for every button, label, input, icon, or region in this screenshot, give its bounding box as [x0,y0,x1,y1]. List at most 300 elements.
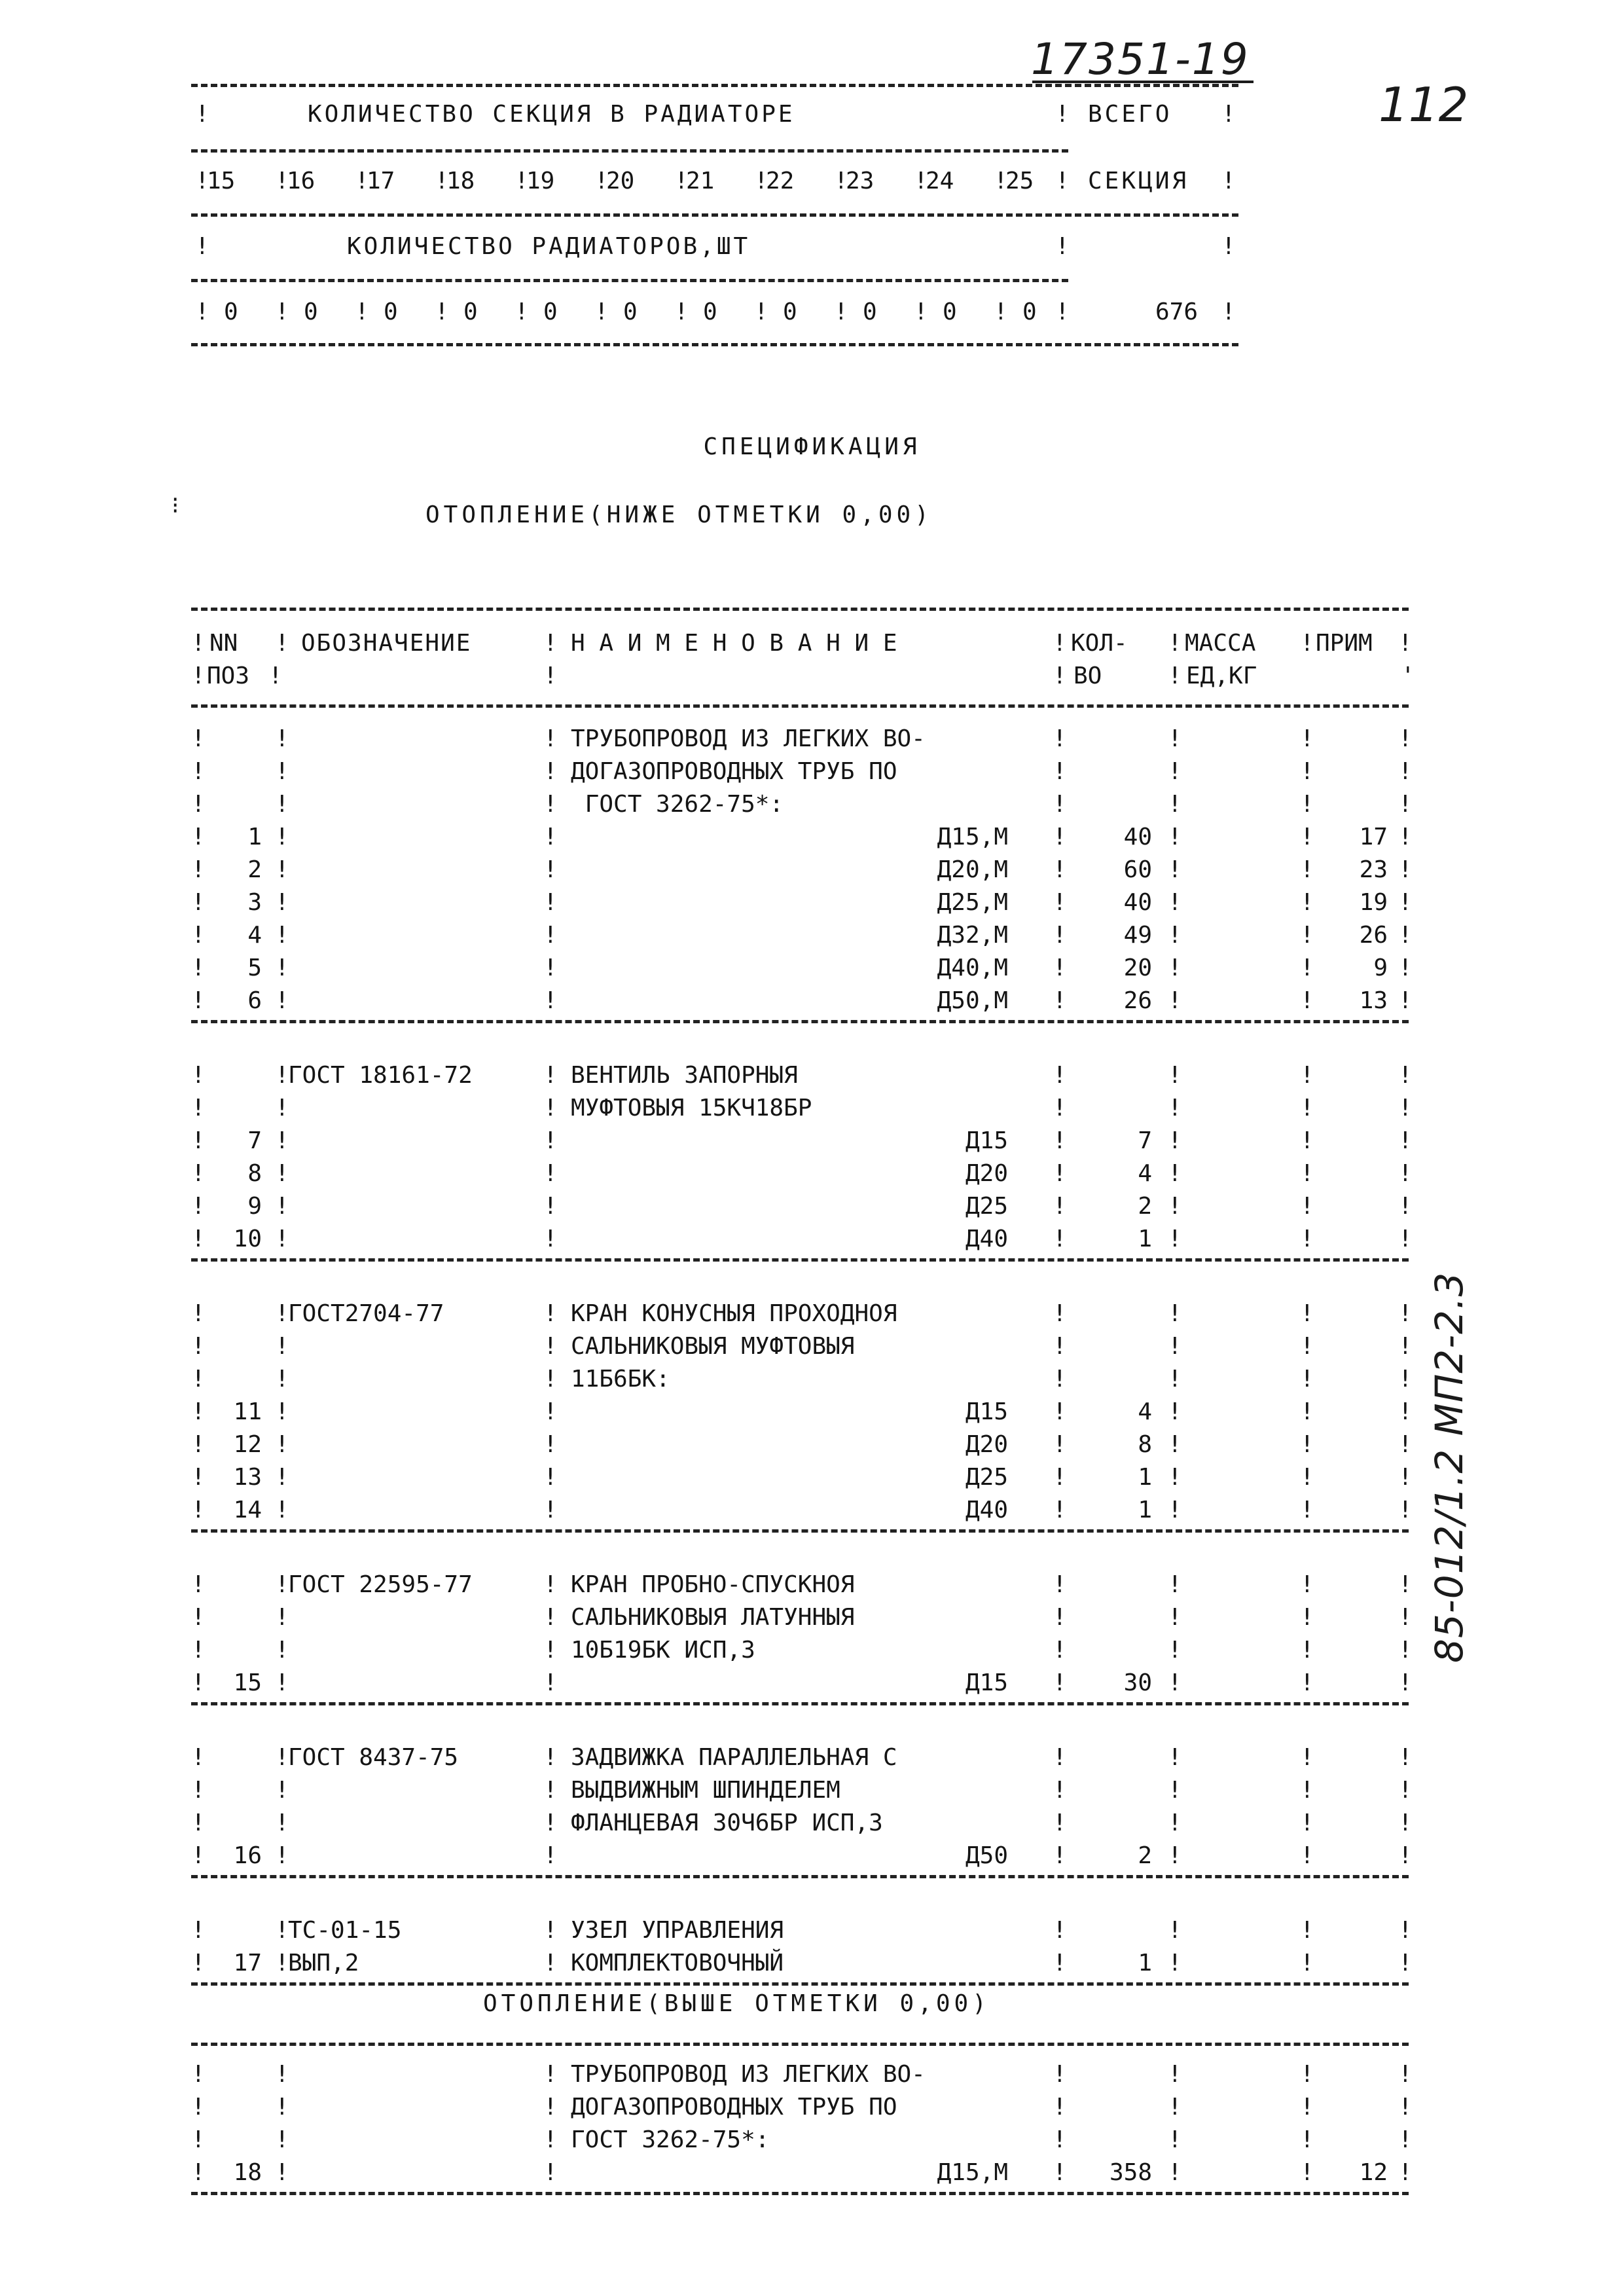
spec-qty-cell: 358 [1109,2159,1152,2186]
radiator-count-value: 0 [463,299,478,325]
spec-code-cell: ГОСТ 8437-75 [288,1744,459,1771]
separator: ! [1398,1744,1413,1771]
separator: ! [543,1744,558,1771]
separator: ! [1300,1431,1314,1458]
section-count-header: 25 [1005,168,1034,194]
separator: ! [1398,1398,1413,1425]
separator: ! [275,1571,289,1598]
separator: ! [191,824,206,850]
spec-note-cell: 9 [1373,955,1388,981]
spec-size-cell: Д20 [965,1431,1008,1458]
separator: ! [191,1464,206,1491]
separator: ! [1168,1193,1182,1220]
separator: ! [1398,1095,1413,1121]
separator: ! [1168,856,1182,883]
rule [191,279,1068,282]
spec-pos-cell: 4 [247,922,262,949]
rule [191,704,1409,708]
separator: ! [834,168,848,194]
separator: ! [594,168,609,194]
spec-qty-cell: 49 [1123,922,1152,949]
separator: ! [1168,1300,1182,1327]
spec-pos-cell: 12 [233,1431,262,1458]
separator: ! [1168,1842,1182,1869]
separator: ! [1053,1127,1067,1154]
spec-qty-cell: 20 [1123,955,1152,981]
separator: ! [1398,1193,1413,1220]
separator: ! [543,1062,558,1089]
separator: ! [191,922,206,949]
separator: ! [1398,1669,1413,1696]
spec-note-cell: 12 [1359,2159,1388,2186]
spec-note-cell: 26 [1359,922,1388,949]
separator: ! [1300,1637,1314,1664]
spec-pos-cell: 17 [233,1950,262,1976]
rule [191,608,1409,611]
separator: ! [275,168,289,194]
separator: ! [191,2126,206,2153]
spec-title: СПЕЦИФИКАЦИЯ [703,433,921,460]
separator: ! [435,168,449,194]
separator: ! [1300,1333,1314,1360]
separator: ! [1168,758,1182,785]
separator: ! [1398,725,1413,752]
separator: ! [275,1193,289,1220]
separator: ! [1168,1464,1182,1491]
separator: ! [1398,1637,1413,1664]
separator: ! [1053,1604,1067,1631]
separator: ! [543,791,558,818]
spec-pos-cell: 18 [233,2159,262,2186]
separator: ! [1168,1950,1182,1976]
separator: ! [1398,1604,1413,1631]
radiator-count-value: 0 [783,299,797,325]
separator: ! [191,1950,206,1976]
separator: ! [1055,233,1070,260]
separator: ! [1053,1810,1067,1836]
separator: ! [514,299,529,325]
radiator-count-value: 0 [384,299,398,325]
separator: ! [1053,1062,1067,1089]
separator: ! [1300,1669,1314,1696]
separator: ! [543,1464,558,1491]
separator: ! [1053,1366,1067,1393]
spec-size-cell: Д20,М [937,856,1008,883]
rule [191,1702,1409,1705]
spec-name-cell: ТРУБОПРОВОД ИЗ ЛЕГКИХ ВО- [571,2061,926,2088]
separator: ! [275,791,289,818]
spec-name-cell: ДОГАЗОПРОВОДНЫХ ТРУБ ПО [571,2094,897,2121]
section-count-header: 17 [367,168,395,194]
separator: ! [1398,1062,1413,1089]
separator: ! [275,1810,289,1836]
separator: ! [594,299,609,325]
spec-pos-cell: 3 [247,889,262,916]
separator: ! [1053,2061,1067,2088]
separator: ! [1053,725,1067,752]
separator: ! [191,1062,206,1089]
separator: ! [543,1777,558,1804]
separator: ! [275,1464,289,1491]
separator: ! [1053,1637,1067,1664]
spec-size-cell: Д15 [965,1398,1008,1425]
section-count-header: 16 [287,168,316,194]
separator: ! [195,168,209,194]
separator: ! [275,824,289,850]
total-header-top: ВСЕГО [1088,101,1172,128]
spec-name-cell: ТРУБОПРОВОД ИЗ ЛЕГКИХ ВО- [571,725,926,752]
spec-pos-cell: 1 [247,824,262,850]
spec-name-cell: УЗЕЛ УПРАВЛЕНИЯ [571,1917,784,1944]
separator: ! [914,168,928,194]
spec-pos-cell: 14 [233,1497,262,1523]
spec-size-cell: Д20 [965,1160,1008,1187]
separator: ! [191,889,206,916]
spec-name-cell: 10Б19БК ИСП,3 [571,1637,755,1664]
separator: ! [1398,922,1413,949]
spec-pos-cell: 16 [233,1842,262,1869]
separator: ! [543,725,558,752]
separator: ! [195,299,209,325]
separator: ! [1168,1669,1182,1696]
spec-size-cell: Д15,М [937,2159,1008,2186]
separator: ! [275,1160,289,1187]
separator: ! [191,1431,206,1458]
section-count-header: 24 [926,168,954,194]
spec-pos-cell: 11 [233,1398,262,1425]
separator: ! [1300,955,1314,981]
separator: ! [543,1300,558,1327]
radiator-count-value: 0 [543,299,558,325]
rule [191,1875,1409,1878]
separator: ! [191,1669,206,1696]
spec-name-cell: САЛЬНИКОВЫЯ ЛАТУННЫЯ [571,1604,855,1631]
spec-code-cell: ТС-01-15 [288,1917,402,1944]
radiator-count-value: 0 [224,299,238,325]
separator: ! [1053,922,1067,949]
separator: ! [543,1431,558,1458]
separator: ! [1398,1333,1413,1360]
spec-size-cell: Д15 [965,1127,1008,1154]
separator: ! [1168,1127,1182,1154]
separator: ! [275,1497,289,1523]
handwritten-document-number: 17351-19 [1031,34,1250,84]
separator: ! [191,856,206,883]
spec-qty-cell: 30 [1123,1669,1152,1696]
separator: ! [195,101,209,128]
separator: ! [1300,1810,1314,1836]
total-header-bottom: СЕКЦИЯ [1088,168,1189,194]
spec-size-cell: Д50,М [937,987,1008,1014]
separator: ! [1398,1950,1413,1976]
header-code: ОБОЗНАЧЕНИЕ [301,630,472,657]
spec-size-cell: Д25 [965,1193,1008,1220]
separator: ! [191,1744,206,1771]
separator: ! [191,2159,206,2186]
separator: ! [1300,1366,1314,1393]
separator: ! [1398,2159,1413,2186]
separator: ! [543,2094,558,2121]
separator: ! [1398,824,1413,850]
separator: ! [1300,1604,1314,1631]
radiator-count-value: 0 [304,299,318,325]
separator: ! [1300,922,1314,949]
spec-name-cell: ВЕНТИЛЬ ЗАПОРНЫЯ [571,1062,798,1089]
separator: ! [1053,1431,1067,1458]
section-count-header: 18 [446,168,475,194]
separator: ! [1168,2094,1182,2121]
separator: ! [994,299,1008,325]
separator: ! [1168,1398,1182,1425]
separator: ! [275,299,289,325]
separator: ! [1053,856,1067,883]
separator: ! [275,1744,289,1771]
separator: ! [191,2061,206,2088]
separator: ! [1168,1333,1182,1360]
spec-note-cell: 17 [1359,824,1388,850]
separator: ! [275,1669,289,1696]
separator: ! [275,856,289,883]
separator: ! [1168,725,1182,752]
separator: ! [275,1226,289,1252]
separator: ! [191,1604,206,1631]
separator: ! [1168,1917,1182,1944]
separator: ! [275,1950,289,1976]
rule [191,2192,1409,2195]
separator: ! [543,1669,558,1696]
separator: ! [1221,168,1236,194]
separator: ! [543,1950,558,1976]
header-mass: МАССА [1185,630,1256,657]
spec-qty-cell: 40 [1123,889,1152,916]
side-document-code: 85-012/1.2 МП2-2.3 [1427,1271,1471,1663]
separator: ! [543,1160,558,1187]
spec-qty-cell: 4 [1138,1398,1152,1425]
separator: ! [275,1842,289,1869]
header-qty: КОЛ- [1071,630,1128,657]
separator: ! [1053,1300,1067,1327]
separator: ! [1168,1497,1182,1523]
separator: ! [1053,1571,1067,1598]
radiator-total-value: 676 [1155,299,1198,325]
separator: ! [275,1333,289,1360]
separator: ! [1168,1604,1182,1631]
spec-size-cell: Д25 [965,1464,1008,1491]
separator: ! [1168,1810,1182,1836]
rule [191,149,1068,153]
separator: ! [1300,725,1314,752]
separator: ! [191,1095,206,1121]
separator: ! [1053,1497,1067,1523]
section1-title: ОТОПЛЕНИЕ(НИЖЕ ОТМЕТКИ 0,00) [425,501,933,528]
separator: ! [1168,987,1182,1014]
separator: ! [543,1810,558,1836]
separator: ! [1168,2061,1182,2088]
separator: ! [1053,2159,1067,2186]
spec-name-cell: МУФТОВЫЯ 15КЧ18БР [571,1095,812,1121]
separator: ! [275,1777,289,1804]
separator: ! [191,1160,206,1187]
separator: ! [275,1917,289,1944]
separator: ! [1221,299,1236,325]
spec-name-cell: ВЫДВИЖНЫМ ШПИНДЕЛЕМ [571,1777,840,1804]
separator: ! [191,1333,206,1360]
spec-pos-cell: 10 [233,1226,262,1252]
separator: ! [543,987,558,1014]
rule [191,1529,1409,1533]
separator: ! [1300,1062,1314,1089]
separator: ! [1168,955,1182,981]
separator: ! [1300,1571,1314,1598]
separator: ! [275,758,289,785]
separator: ! [1398,889,1413,916]
separator: ! [543,889,558,916]
separator: ! [1221,233,1236,260]
spec-qty-cell: 2 [1138,1193,1152,1220]
radiator-count-value: 0 [1022,299,1037,325]
rule [191,84,1238,87]
separator: ! [1398,987,1413,1014]
separator: ! [191,1571,206,1598]
separator: ! [1053,1160,1067,1187]
spec-code-cell: ВЫП,2 [288,1950,359,1976]
header-name: Н А И М Е Н О В А Н И Е [571,630,897,657]
rule [191,2043,1409,2046]
separator: ! [1300,2159,1314,2186]
separator: ! [1300,791,1314,818]
section-count-header: 23 [846,168,875,194]
section-count-header: 22 [766,168,795,194]
spec-size-cell: Д40 [965,1226,1008,1252]
rule [191,1258,1409,1262]
separator: ! [191,791,206,818]
separator: ! [1053,1333,1067,1360]
separator: ! [275,889,289,916]
separator: ! [1053,1464,1067,1491]
separator: ! [1168,1637,1182,1664]
separator: ! [191,955,206,981]
spec-name-cell: КОМПЛЕКТОВОЧНЫЙ [571,1950,784,1976]
separator: ! [1300,1497,1314,1523]
separator: ! [435,299,449,325]
separator: ! [1398,758,1413,785]
spec-qty-cell: 1 [1138,1226,1152,1252]
separator: ! [1300,824,1314,850]
separator: ! [1168,1366,1182,1393]
spec-pos-cell: 13 [233,1464,262,1491]
separator: ! [1168,1744,1182,1771]
separator: ! [1300,1917,1314,1944]
separator: ! [543,955,558,981]
rule [191,213,1238,217]
spec-name-cell: ЗАДВИЖКА ПАРАЛЛЕЛЬНАЯ С [571,1744,897,1771]
spec-code-cell: ГОСТ2704-77 [288,1300,444,1327]
spec-pos-cell: 2 [247,856,262,883]
spec-note-cell: 13 [1359,987,1388,1014]
separator: ! [1398,1842,1413,1869]
spec-size-cell: Д40,М [937,955,1008,981]
separator: ! [191,1637,206,1664]
separator: ! [275,2094,289,2121]
spec-name-cell: САЛЬНИКОВЫЯ МУФТОВЫЯ [571,1333,855,1360]
separator: ! [1168,1777,1182,1804]
rule [191,1020,1409,1023]
spec-size-cell: Д32,М [937,922,1008,949]
separator: ! [1300,1464,1314,1491]
separator: ! [191,1300,206,1327]
spec-pos-cell: 9 [247,1193,262,1220]
spec-qty-cell: 1 [1138,1464,1152,1491]
spec-size-cell: Д15 [965,1669,1008,1696]
separator: ! [191,1497,206,1523]
separator: ! [674,299,689,325]
spec-code-cell: ГОСТ 18161-72 [288,1062,473,1089]
separator: ! [543,1604,558,1631]
section-count-header: 19 [526,168,555,194]
header-pos-2: ПОЗ [207,663,250,689]
separator: ! [275,922,289,949]
separator: ! [191,1127,206,1154]
spec-size-cell: Д15,М [937,824,1008,850]
separator: ! [994,168,1008,194]
separator: ! [191,2094,206,2121]
separator: ! [543,1571,558,1598]
separator: ! [543,1193,558,1220]
spec-note-cell: 23 [1359,856,1388,883]
separator: ! [1168,824,1182,850]
separator: ! [1053,1950,1067,1976]
radiator-header-title: КОЛИЧЕСТВО СЕКЦИЯ В РАДИАТОРЕ [308,101,795,128]
separator: ! [1300,1127,1314,1154]
separator: ! [1168,1062,1182,1089]
spec-size-cell: Д40 [965,1497,1008,1523]
spec-qty-cell: 26 [1123,987,1152,1014]
separator: ! [543,2159,558,2186]
spec-qty-cell: 40 [1123,824,1152,850]
separator: ! [543,1497,558,1523]
separator: ! [275,1300,289,1327]
spec-note-cell: 19 [1359,889,1388,916]
spec-size-cell: Д50 [965,1842,1008,1869]
spec-name-cell: ФЛАНЦЕВАЯ 30Ч6БР ИСП,3 [571,1810,883,1836]
separator: ! [1300,1095,1314,1121]
separator: ! [1398,955,1413,981]
separator: ! [1300,2061,1314,2088]
section-count-header: 21 [686,168,715,194]
spec-name-cell: ГОСТ 3262-75*: [571,791,784,818]
separator: ! [543,1842,558,1869]
section2-title: ОТОПЛЕНИЕ(ВЫШЕ ОТМЕТКИ 0,00) [483,1990,990,2017]
separator: ! [543,1398,558,1425]
separator: ! [195,233,209,260]
separator: ! [543,856,558,883]
header-pos: NN [209,630,238,657]
spec-pos-cell: 8 [247,1160,262,1187]
spec-name-cell: ГОСТ 3262-75*: [571,2126,770,2153]
separator: ! [1053,955,1067,981]
separator: ! [1398,1464,1413,1491]
separator: ! [1053,1226,1067,1252]
radiator-count-value: 0 [623,299,638,325]
separator: ! [1398,1226,1413,1252]
separator: ! [1398,2061,1413,2088]
separator: ! [275,1398,289,1425]
separator: ! [275,1366,289,1393]
separator: ! [1053,1398,1067,1425]
radiator-count-value: 0 [943,299,957,325]
rule [191,343,1238,346]
separator: ! [1398,1366,1413,1393]
